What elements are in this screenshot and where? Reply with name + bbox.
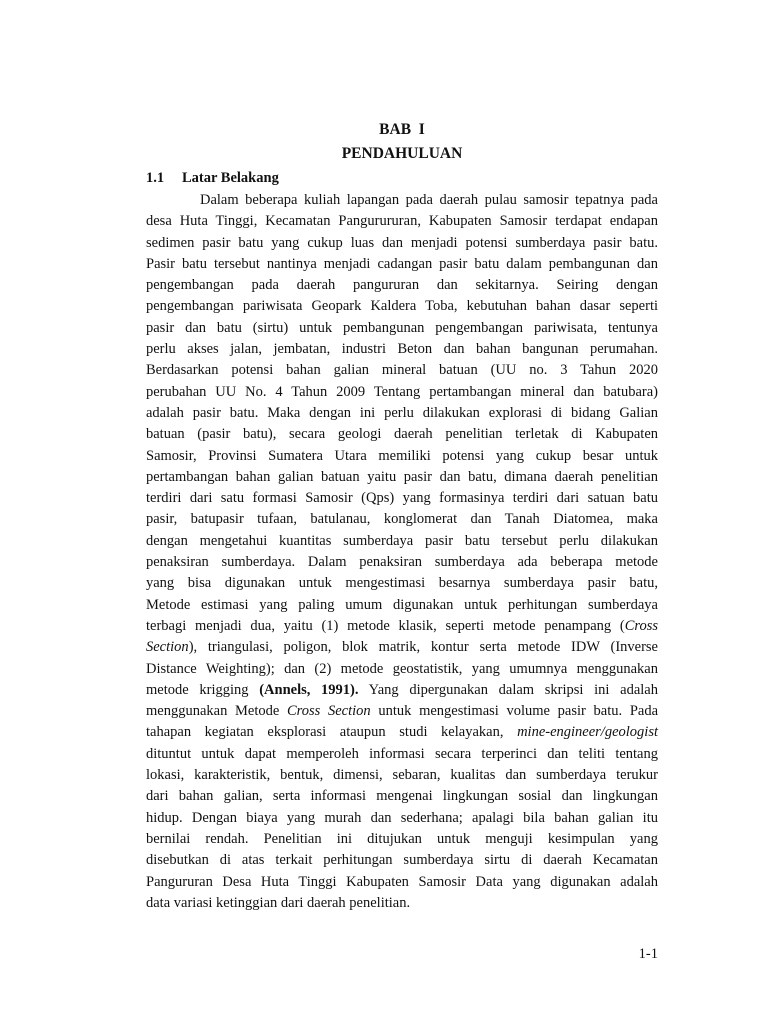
paragraph-line: batuan (pasir batu), secara geologi daerah penelitian terletak di Kabupaten <box>146 426 658 443</box>
paragraph-line <box>146 616 658 637</box>
chapter-number: BAB I <box>379 121 425 138</box>
paragraph-line: Pangururan Desa Huta Tinggi Kabupaten Samosir Data yang digunakan adalah <box>146 873 658 890</box>
paragraph-line: perubahan UU No. 4 Tahun 2009 Tentang pertambangan mineral dan batubara) <box>146 383 658 400</box>
paragraph-line <box>146 680 658 701</box>
paragraph-line: data variasi ketinggian dari daerah penelitian. <box>146 894 411 911</box>
page-number: 1-1 <box>638 946 658 962</box>
paragraph-line: adalah pasir batu. Maka dengan ini perlu dilakukan explorasi di bidang Galian <box>146 404 658 421</box>
paragraph-line: pasir dan batu (sirtu) untuk pembangunan pengembangan pariwisata, tentunya <box>146 319 658 336</box>
paragraph-line: perlu akses jalan, jembatan, industri Beton dan bahan bangunan perumahan. <box>146 341 658 358</box>
paragraph-line: desa Huta Tinggi, Kecamatan Pangurururan, Kabupaten Samosir terdapat endapan <box>146 213 658 230</box>
italic-term: mine-engineer/geologist <box>517 724 658 741</box>
line-text: Yang dipergunakan dalam skripsi ini adalah <box>358 681 658 698</box>
paragraph-line <box>146 637 658 658</box>
paragraph-line: hidup. Dengan biaya yang murah dan sederhana; apalagi bila bahan galian itu <box>146 809 658 826</box>
paragraph-line: dituntut untuk dapat memperoleh informasi secara terperinci dan teliti tentang <box>146 745 658 762</box>
paragraph-line: sedimen pasir batu yang cukup luas dan menjadi potensi sumberdaya pasir batu. <box>146 234 658 251</box>
paragraph-line: Pasir batu tersebut nantinya menjadi cadangan pasir batu dalam pembangunan dan <box>146 255 658 272</box>
section-title: Latar Belakang <box>182 170 279 186</box>
paragraph-line: terdiri dari satu formasi Samosir (Qps) yang formasinya terdiri dari satuan batu <box>146 490 658 507</box>
paragraph-line: Dalam beberapa kuliah lapangan pada daerah pulau samosir tepatnya pada <box>200 192 658 208</box>
italic-term: Section <box>146 639 189 656</box>
paragraph-line <box>146 701 658 722</box>
paragraph-line: dari bahan galian, serta informasi mengenai lingkungan sosial dan lingkungan <box>146 788 658 805</box>
paragraph-line: yang bisa digunakan untuk mengestimasi besarnya sumberdaya pasir batu, <box>146 575 658 592</box>
line-text: tahapan kegiatan eksplorasi ataupun studi kelayakan, <box>146 724 518 741</box>
section-heading <box>146 166 279 190</box>
chapter-heading <box>0 118 768 166</box>
italic-term: Cross <box>624 617 658 634</box>
paragraph-line: pengembangan pada daerah pangururan dan sekitarnya. Seiring dengan <box>146 277 658 294</box>
section-number: 1.1 <box>146 170 165 186</box>
italic-term: Cross Section <box>287 703 371 720</box>
paragraph-line: Distance Weighting); dan (2) metode geostatistik, yang umumnya menggunakan <box>146 660 658 677</box>
paragraph-line: Samosir, Provinsi Sumatera Utara memiliki potensi yang cukup besar untuk <box>146 447 658 464</box>
paragraph-line: Metode estimasi yang paling umum digunakan untuk perhitungan sumberdaya <box>146 596 658 613</box>
paragraph-line: disebutkan di atas terkait perhitungan sumberdaya sirtu di daerah Kecamatan <box>146 852 658 869</box>
paragraph-line: penaksiran sumberdaya. Dalam penaksiran sumberdaya ada beberapa metode <box>146 554 658 571</box>
line-text: menggunakan Metode <box>146 703 287 720</box>
paragraph-line: lokasi, karakteristik, bentuk, dimensi, sebaran, kualitas dan sumberdaya terukur <box>146 767 658 784</box>
chapter-title: PENDAHULUAN <box>341 145 463 162</box>
line-text: metode krigging <box>146 681 260 698</box>
body-paragraph <box>146 190 658 914</box>
line-text: untuk mengestimasi volume pasir batu. Pada <box>370 703 658 720</box>
paragraph-line: bernilai rendah. Penelitian ini ditujukan untuk menguji kesimpulan yang <box>146 830 658 847</box>
paragraph-line: pertambangan bahan galian batuan yaitu pasir dan batu, dimana daerah penelitian <box>146 468 658 485</box>
paragraph-line <box>146 722 658 743</box>
line-text: ), triangulasi, poligon, blok matrik, kontur serta metode IDW (Inverse <box>188 639 658 656</box>
paragraph-line: pengembangan pariwisata Geopark Kaldera Toba, kebutuhan bahan dasar seperti <box>146 298 658 315</box>
paragraph-line: dengan mengetahui kuantitas sumberdaya pasir batu tersebut perlu dilakukan <box>146 532 658 549</box>
paragraph-line: pasir, batupasir tufaan, batulanau, konglomerat dan Tanah Diatomea, maka <box>146 511 658 528</box>
citation: (Annels, 1991). <box>259 681 359 698</box>
line-text: terbagi menjadi dua, yaitu (1) metode klasik, seperti metode penampang ( <box>146 617 625 634</box>
paragraph-line: Berdasarkan potensi bahan galian mineral batuan (UU no. 3 Tahun 2020 <box>146 362 658 379</box>
